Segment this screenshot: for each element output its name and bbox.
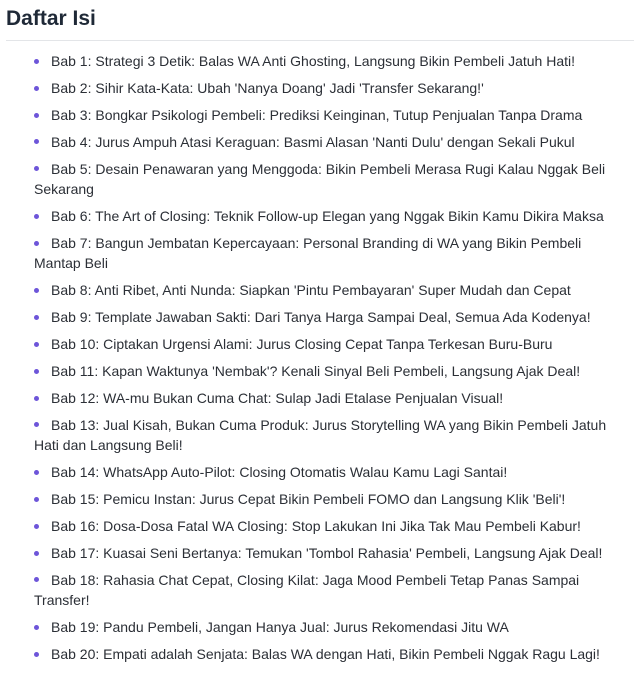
bullet-icon: [34, 396, 39, 401]
chapter-title: Bab 1: Strategi 3 Detik: Balas WA Anti Ghosting, Langsung Bikin Pembeli Jatuh Hati!: [51, 53, 575, 69]
chapter-title: Bab 11: Kapan Waktunya 'Nembak'? Kenali Sinyal Beli Pembeli, Langsung Ajak Deal!: [51, 362, 581, 379]
bullet-icon: [34, 166, 39, 171]
bullet-icon: [34, 315, 39, 320]
chapter-title: Bab 13: Jual Kisah, Bukan Cuma Produk: Jurus Storytelling WA yang Bikin Pembeli Jatuh Hati dan Langsung Beli!: [34, 416, 607, 454]
bullet-icon: [34, 652, 39, 657]
chapter-title: Bab 18: Rahasia Chat Cepat, Closing Kilat: Jaga Mood Pembeli Tetap Panas Sampai Transfer!: [34, 571, 580, 609]
bullet-icon: [34, 422, 39, 427]
toc-item[interactable]: [34, 280, 630, 301]
toc-item[interactable]: [34, 78, 630, 99]
toc-item[interactable]: [34, 570, 630, 611]
toc-item[interactable]: [34, 644, 630, 665]
toc-item[interactable]: [34, 334, 630, 355]
toc-item[interactable]: [34, 388, 630, 409]
chapter-title: Bab 20: Empati adalah Senjata: Balas WA dengan Hati, Bikin Pembeli Nggak Ragu Lagi!: [51, 645, 600, 662]
bullet-icon: [34, 470, 39, 475]
toc-item[interactable]: [34, 307, 630, 328]
bullet-icon: [34, 86, 39, 91]
toc-item[interactable]: [34, 105, 630, 126]
title-divider: [6, 40, 634, 41]
chapter-title: Bab 4: Jurus Ampuh Atasi Keraguan: Basmi Alasan 'Nanti Dulu' dengan Sekali Pukul: [51, 133, 575, 150]
toc-item[interactable]: [34, 51, 630, 72]
toc-item[interactable]: [34, 361, 630, 382]
chapter-title: Bab 10: Ciptakan Urgensi Alami: Jurus Closing Cepat Tanpa Terkesan Buru-Buru: [51, 336, 553, 353]
toc-item[interactable]: [34, 132, 630, 153]
chapter-title: Bab 16: Dosa-Dosa Fatal WA Closing: Stop Lakukan Ini Jika Tak Mau Pembeli Kabur!: [51, 517, 581, 534]
bullet-icon: [34, 59, 39, 64]
bullet-icon: [34, 497, 39, 502]
bullet-icon: [34, 551, 39, 556]
chapter-title: Bab 6: The Art of Closing: Teknik Follow-up Elegan yang Nggak Bikin Kamu Dikira Maksa: [51, 207, 604, 224]
chapter-title: Bab 8: Anti Ribet, Anti Nunda: Siapkan 'Pintu Pembayaran' Super Mudah dan Cepat: [51, 282, 571, 299]
bullet-icon: [34, 524, 39, 529]
chapter-title: Bab 7: Bangun Jembatan Kepercayaan: Personal Branding di WA yang Bikin Pembeli Mantap Beli: [34, 234, 582, 272]
toc-item[interactable]: [34, 617, 630, 638]
bullet-icon: [34, 241, 39, 246]
bullet-icon: [34, 625, 39, 630]
chapter-list: [6, 51, 634, 664]
chapter-title: Bab 17: Kuasai Seni Bertanya: Temukan 'Tombol Rahasia' Pembeli, Langsung Ajak Deal!: [51, 544, 603, 561]
bullet-icon: [34, 342, 39, 347]
toc-item[interactable]: [34, 159, 630, 200]
toc-item[interactable]: [34, 462, 630, 483]
chapter-title: Bab 19: Pandu Pembeli, Jangan Hanya Jual: Jurus Rekomendasi Jitu WA: [51, 619, 509, 636]
chapter-title: Bab 15: Pemicu Instan: Jurus Cepat Bikin Pembeli FOMO dan Langsung Klik 'Beli'!: [51, 490, 566, 507]
chapter-title: Bab 14: WhatsApp Auto-Pilot: Closing Otomatis Walau Kamu Lagi Santai!: [51, 464, 508, 481]
chapter-title: Bab 9: Template Jawaban Sakti: Dari Tanya Harga Sampai Deal, Semua Ada Kodenya!: [51, 309, 591, 326]
toc-item[interactable]: [34, 206, 630, 227]
chapter-title: Bab 12: WA-mu Bukan Cuma Chat: Sulap Jadi Etalase Penjualan Visual!: [51, 389, 504, 406]
chapter-title: Bab 2: Sihir Kata-Kata: Ubah 'Nanya Doang' Jadi 'Transfer Sekarang!': [51, 79, 484, 96]
chapter-title: Bab 5: Desain Penawaran yang Menggoda: Bikin Pembeli Merasa Rugi Kalau Nggak Beli Sekarang: [34, 160, 606, 198]
bullet-icon: [34, 214, 39, 219]
toc-item[interactable]: [34, 415, 630, 456]
toc-item[interactable]: [34, 543, 630, 564]
page-title: Daftar Isi: [6, 7, 96, 30]
bullet-icon: [34, 577, 39, 582]
toc-item[interactable]: [34, 516, 630, 537]
bullet-icon: [34, 139, 39, 144]
toc-item[interactable]: [34, 233, 630, 274]
chapter-title: Bab 3: Bongkar Psikologi Pembeli: Prediksi Keinginan, Tutup Penjualan Tanpa Drama: [51, 106, 583, 123]
toc-item[interactable]: [34, 489, 630, 510]
bullet-icon: [34, 288, 39, 293]
bullet-icon: [34, 113, 39, 118]
bullet-icon: [34, 369, 39, 374]
